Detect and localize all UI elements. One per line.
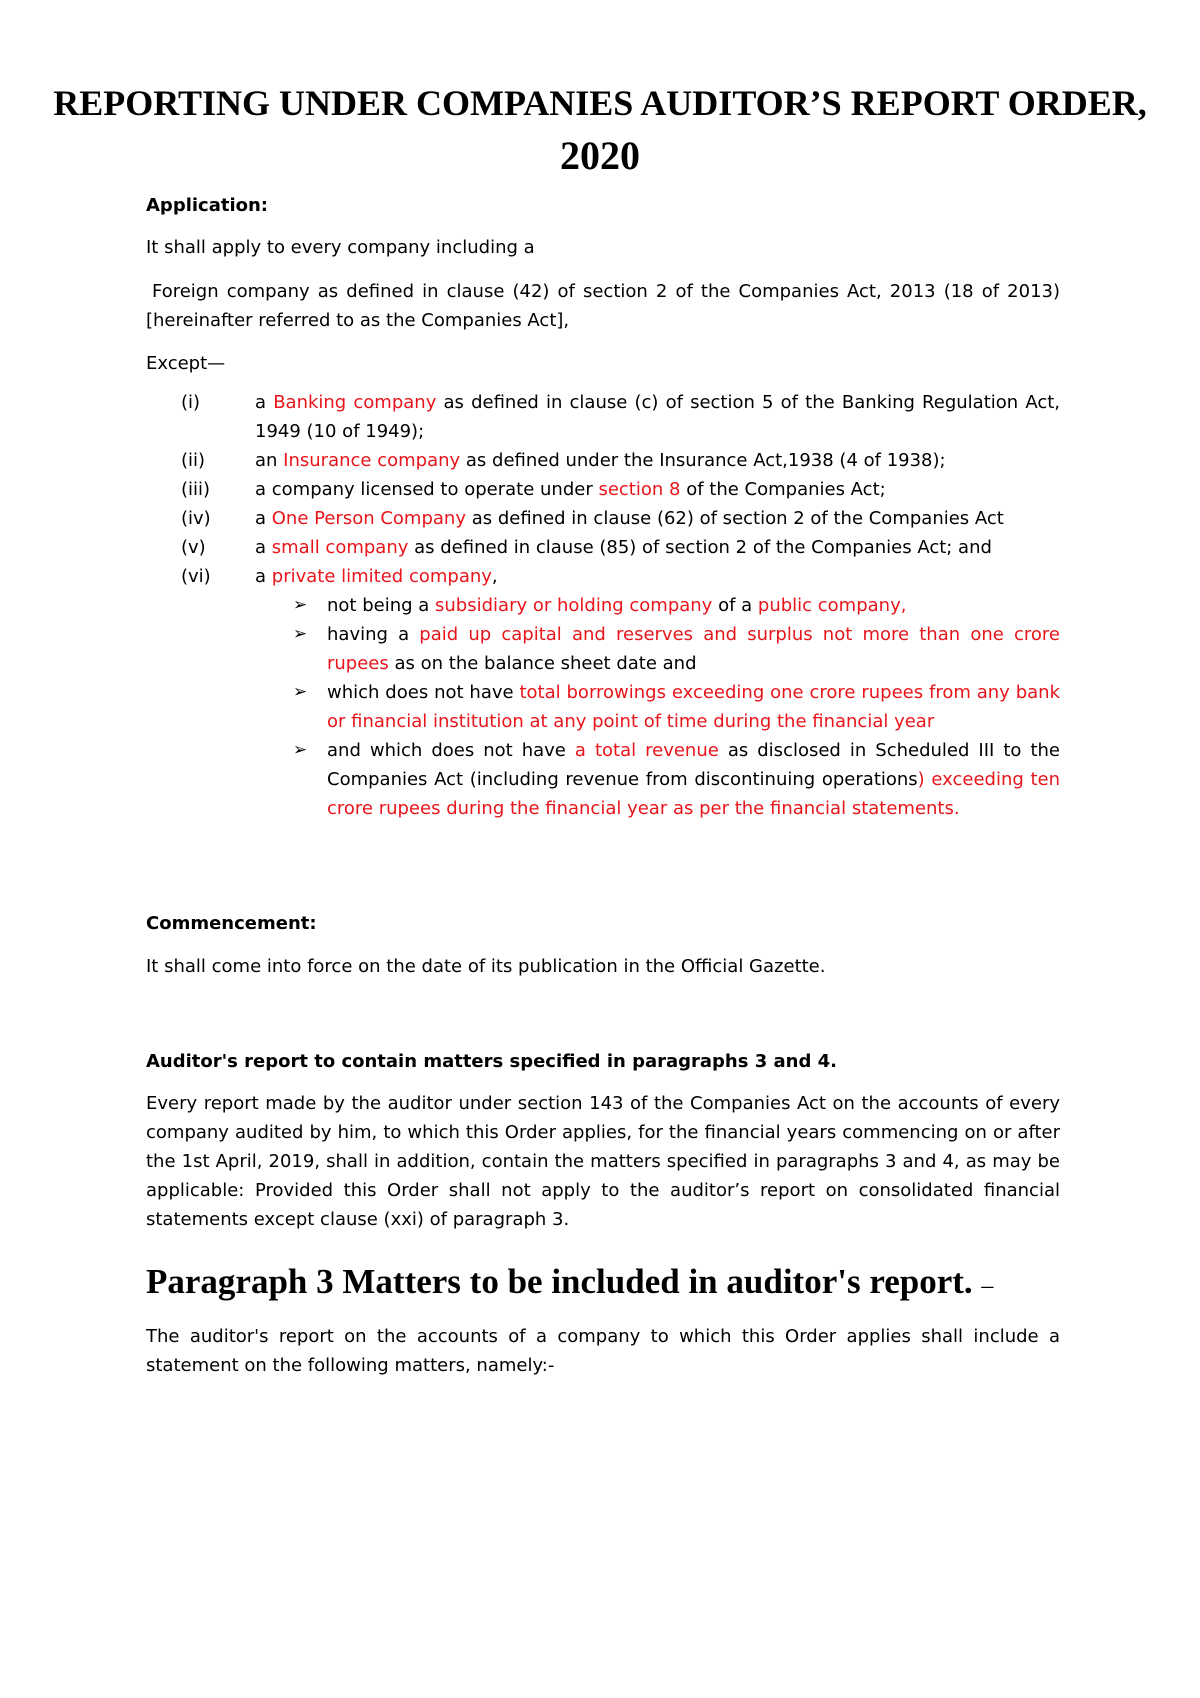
paragraph3-text-line2: statement on the following matters, namely:- <box>146 1355 555 1376</box>
list-item-private-limited: a private limited company, <box>255 566 498 587</box>
application-heading: Application: <box>146 195 269 216</box>
sub-item-paid-up-capital-cont: rupees as on the balance sheet date and <box>327 653 697 674</box>
arrowhead-bullet-icon: ➢ <box>293 624 308 644</box>
list-item-insurance: an Insurance company as defined under the Insurance Act,1938 (4 of 1938); <box>255 450 946 471</box>
list-item-small-company: a small company as defined in clause (85) of section 2 of the Companies Act; and <box>255 537 992 558</box>
item-number: (vi) <box>181 566 211 587</box>
foreign-company-line2: [hereinafter referred to as the Companies Act], <box>146 310 570 331</box>
sub-item-borrowings-cont: or financial institution at any point of time during the financial year <box>327 711 935 732</box>
arrowhead-bullet-icon: ➢ <box>293 595 308 615</box>
item-number: (i) <box>181 392 201 413</box>
paragraph3-text-line1: The auditor's report on the accounts of a company to which this Order applies shall include a <box>146 1326 1060 1347</box>
document-title-line2: 2020 <box>560 133 640 178</box>
foreign-company-line1: Foreign company as defined in clause (42) of section 2 of the Companies Act, 2013 (18 of 2013) <box>152 281 1060 302</box>
paragraph3-heading: Paragraph 3 Matters to be included in auditor's report. – <box>146 1262 994 1301</box>
list-item-banking-cont: 1949 (10 of 1949); <box>255 421 425 442</box>
list-item-opc: a One Person Company as defined in clause (62) of section 2 of the Companies Act <box>255 508 1004 529</box>
sub-item-borrowings: which does not have total borrowings exceeding one crore rupees from any bank <box>327 682 1061 703</box>
item-number: (iv) <box>181 508 211 529</box>
document-title-line1: REPORTING UNDER COMPANIES AUDITOR’S REPORT ORDER, <box>53 83 1147 123</box>
arrowhead-bullet-icon: ➢ <box>293 740 308 760</box>
sub-item-paid-up-capital: having a paid up capital and reserves and surplus not more than one crore <box>327 624 1060 645</box>
list-item-banking: a Banking company as defined in clause (c) of section 5 of the Banking Regulation Act, <box>255 392 1060 413</box>
item-number: (ii) <box>181 450 206 471</box>
item-number: (iii) <box>181 479 211 500</box>
commencement-text: It shall come into force on the date of its publication in the Official Gazette. <box>146 956 826 977</box>
auditors-report-line: company audited by him, to which this Order applies, for the financial years commencing on or after <box>146 1122 1060 1143</box>
auditors-report-line: applicable: Provided this Order shall not apply to the auditor’s report on consolidated financial <box>146 1180 1060 1201</box>
list-item-section8: a company licensed to operate under section 8 of the Companies Act; <box>255 479 886 500</box>
auditors-report-line: statements except clause (xxi) of paragraph 3. <box>146 1209 570 1230</box>
auditors-report-heading: Auditor's report to contain matters specified in paragraphs 3 and 4. <box>146 1051 837 1072</box>
sub-item-total-revenue-cont1: Companies Act (including revenue from discontinuing operations) exceeding ten <box>327 769 1060 790</box>
except-label: Except— <box>146 353 226 374</box>
sub-item-total-revenue-cont2: crore rupees during the financial year as per the financial statements. <box>327 798 960 819</box>
sub-item-total-revenue: and which does not have a total revenue as disclosed in Scheduled III to the <box>327 740 1060 761</box>
commencement-heading: Commencement: <box>146 913 317 934</box>
arrowhead-bullet-icon: ➢ <box>293 682 308 702</box>
sub-item-not-subsidiary: not being a subsidiary or holding company of a public company, <box>327 595 907 616</box>
application-intro: It shall apply to every company including a <box>146 237 535 258</box>
item-number: (v) <box>181 537 206 558</box>
auditors-report-line: the 1st April, 2019, shall in addition, contain the matters specified in paragraphs 3 and 4, as may be <box>146 1151 1060 1172</box>
auditors-report-line: Every report made by the auditor under section 143 of the Companies Act on the accounts of every <box>146 1093 1060 1114</box>
